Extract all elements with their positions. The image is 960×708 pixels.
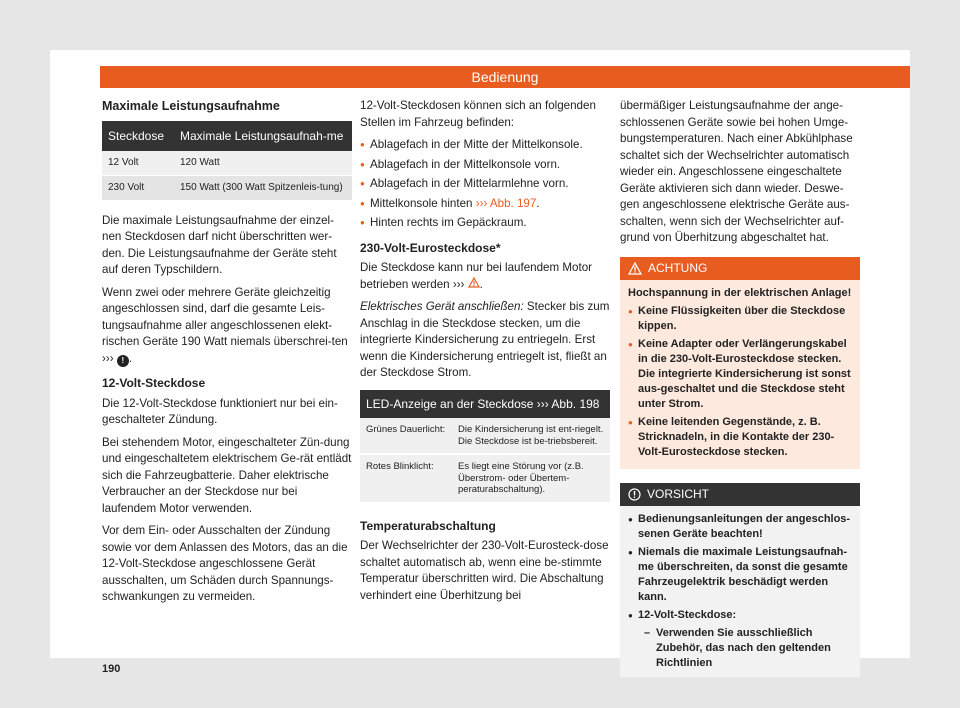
table-header: Maximale Leistungsaufnah-me: [174, 121, 352, 151]
paragraph: Wenn zwei oder mehrere Geräte gleichzeitig angeschlossen sind, darf die gesamte Leis-tungsaufnahme aller angeschlossenen elekt-rischen Geräte 190 Watt niemals überschrei-ten ››› ! .: [102, 285, 352, 368]
table-row: [360, 418, 610, 454]
section-header: Bedienung: [100, 66, 910, 88]
paragraph: Vor dem Ein- oder Ausschalten der Zündung sowie vor dem Anlassen des Motors, das an die 12-Volt-Steckdose angeschlossene Gerät ausschalten, um Schäden durch Spannungs-schwankungen zu vermeiden.: [102, 524, 348, 603]
table-row: [102, 151, 352, 176]
subsection-title: 230-Volt-Eurosteckdose*: [360, 240, 501, 255]
table-cell: 230 Volt: [102, 175, 174, 200]
paragraph-text: Wenn zwei oder mehrere Geräte gleichzeitig angeschlossen sind, darf die gesamte Leis-tungsaufnahme aller angeschlossenen elekt-rischen Geräte 190 Watt niemals überschrei-ten: [102, 285, 348, 348]
subsection-title: Temperaturabschaltung: [360, 518, 496, 533]
paragraph: Der Wechselrichter der 230-Volt-Eurosteck-dose schaltet automatisch ab, wenn eine be-stimmte Temperatur überschritten wird. Die Abschaltung verhindert eine Überhitzung bei: [360, 539, 609, 602]
section-title: Maximale Leistungsaufnahme: [102, 99, 280, 113]
list-item: ● Ablagefach in der Mitte der Mittelkonsole.: [360, 137, 610, 154]
info-circle-icon: [628, 488, 641, 501]
paragraph: Die 12-Volt-Steckdose funktioniert nur bei ein-geschalteter Zündung.: [102, 396, 338, 426]
table-cell: Rotes Blinklicht:: [360, 454, 452, 503]
warning-item: ● Keine leitenden Gegenstände, z. B. Stricknadeln, in die Kontakte der 230-Volt-Eurosteckdose stecken.: [628, 415, 852, 460]
table-cell: 150 Watt (300 Watt Spitzenleis-tung): [174, 175, 352, 200]
paragraph: Die maximale Leistungsaufnahme der einzel-nen Steckdosen darf nicht überschritten wer-den. Die Leistungsaufnahme der Geräte steht auf deren Typschildern.: [102, 213, 337, 276]
caution-header: [620, 483, 860, 506]
paragraph: Bei stehendem Motor, eingeschalteter Zün-dung und eingeschaltetem elektrischem Ge-rät entlädt sich die Fahrzeugbatterie. Daher elektrische Verbraucher an der Steckdose nur bei laufendem Motor verwenden.: [102, 435, 352, 515]
led-table-title: LED-Anzeige an der Steckdose ››› Abb. 198: [360, 390, 610, 419]
table-row: [102, 175, 352, 200]
caution-item: ● 12-Volt-Steckdose:: [628, 608, 852, 623]
cross-reference[interactable]: ›››: [102, 351, 114, 365]
warning-header: [620, 257, 860, 280]
italic-lead: Elektrisches Gerät anschließen:: [360, 300, 524, 313]
list-item: ● Hinten rechts im Gepäckraum.: [360, 215, 610, 232]
warning-triangle-icon: [468, 277, 480, 288]
list-item: ● Ablagefach in der Mittelarmlehne vorn.: [360, 176, 610, 193]
column-left: [102, 98, 352, 612]
table-cell: Die Kindersicherung ist ent-riegelt. Die Steckdose ist be-triebsbereit.: [452, 418, 610, 454]
page-number: 190: [102, 663, 121, 675]
table-cell: 12 Volt: [102, 151, 174, 176]
caution-box: [620, 483, 860, 677]
warning-triangle-icon: [628, 262, 642, 275]
paragraph-text: Stecker bis zum Anschlag in die Steckdose stecken, um die integrierte Kindersicherung zu entriegeln. Erst wenn die Kindersicherung entriegelt ist, fließt an der Steckdose Strom.: [360, 300, 610, 379]
led-table: [360, 418, 610, 504]
warning-box: [620, 257, 860, 469]
warning-item: ● Keine Flüssigkeiten über die Steckdose kippen.: [628, 304, 852, 334]
power-table: [102, 121, 352, 201]
table-header: Steckdose: [102, 121, 174, 151]
table-cell: 120 Watt: [174, 151, 352, 176]
paragraph: [360, 299, 610, 382]
caution-item: ● Bedienungsanleitungen der angeschlos-senen Geräte beachten!: [628, 512, 852, 542]
paragraph: 12-Volt-Steckdosen können sich an folgenden Stellen im Fahrzeug befinden:: [360, 99, 596, 129]
caution-title: VORSICHT: [647, 486, 710, 501]
page: [50, 50, 910, 675]
list-item: ● Mittelkonsole hinten ››› Abb. 197.: [360, 196, 610, 213]
subsection-title: 12-Volt-Steckdose: [102, 376, 206, 390]
table-cell: Grünes Dauerlicht:: [360, 418, 452, 454]
warning-title: ACHTUNG: [648, 260, 708, 275]
figure-link[interactable]: ››› Abb. 197: [475, 196, 537, 210]
column-right: [620, 98, 860, 677]
column-middle: [360, 98, 610, 610]
table-cell: Es liegt eine Störung vor (z.B. Überstrom- oder Übertem-peraturabschaltung).: [452, 454, 610, 503]
caution-item: ● Niemals die maximale Leistungsaufnah-me überschreiten, da sonst die gesamte Fahrzeugelektrik beschädigt werden kann.: [628, 545, 852, 605]
paragraph: Die Steckdose kann nur bei laufendem Motor betrieben werden ››› .: [360, 261, 593, 291]
cross-reference[interactable]: ›››: [452, 277, 465, 291]
info-circle-icon: !: [117, 355, 129, 367]
location-list: [360, 137, 610, 232]
warning-lead: Hochspannung in der elektrischen Anlage!: [628, 286, 852, 299]
list-item-text: Mittelkonsole hinten: [370, 196, 473, 210]
caution-body: [620, 506, 860, 677]
caution-subitem: – Verwenden Sie ausschließlich Zubehör, das nach den geltenden Richtlinien: [628, 626, 852, 671]
table-row: [360, 454, 610, 503]
warning-body: [620, 280, 860, 469]
paragraph-text: Die Steckdose kann nur bei laufendem Motor betrieben werden: [360, 261, 593, 291]
list-item: ● Ablagefach in der Mittelkonsole vorn.: [360, 157, 610, 174]
paragraph: übermäßiger Leistungsaufnahme der ange-schlossenen Geräte sowie bei hohen Umge-bungstemperaturen. Nach einer Abkühlphase schaltet sich der Wechselrichter automatisch wieder ein. Angeschlossene eingeschaltete Geräte aktivieren sich dann wieder. Deswe-gen angeschlossene elektrische Geräte aus-schalten, wenn sich der Wechselrichter auf-grund von Überhitzung abgeschaltet hat.: [620, 99, 853, 244]
warning-item: ● Keine Adapter oder Verlängerungskabel in die 230-Volt-Eurosteckdose stecken. Die integrierte Kindersicherung ist sonst aus-geschaltet und die Steckdose steht unter Strom.: [628, 337, 852, 412]
